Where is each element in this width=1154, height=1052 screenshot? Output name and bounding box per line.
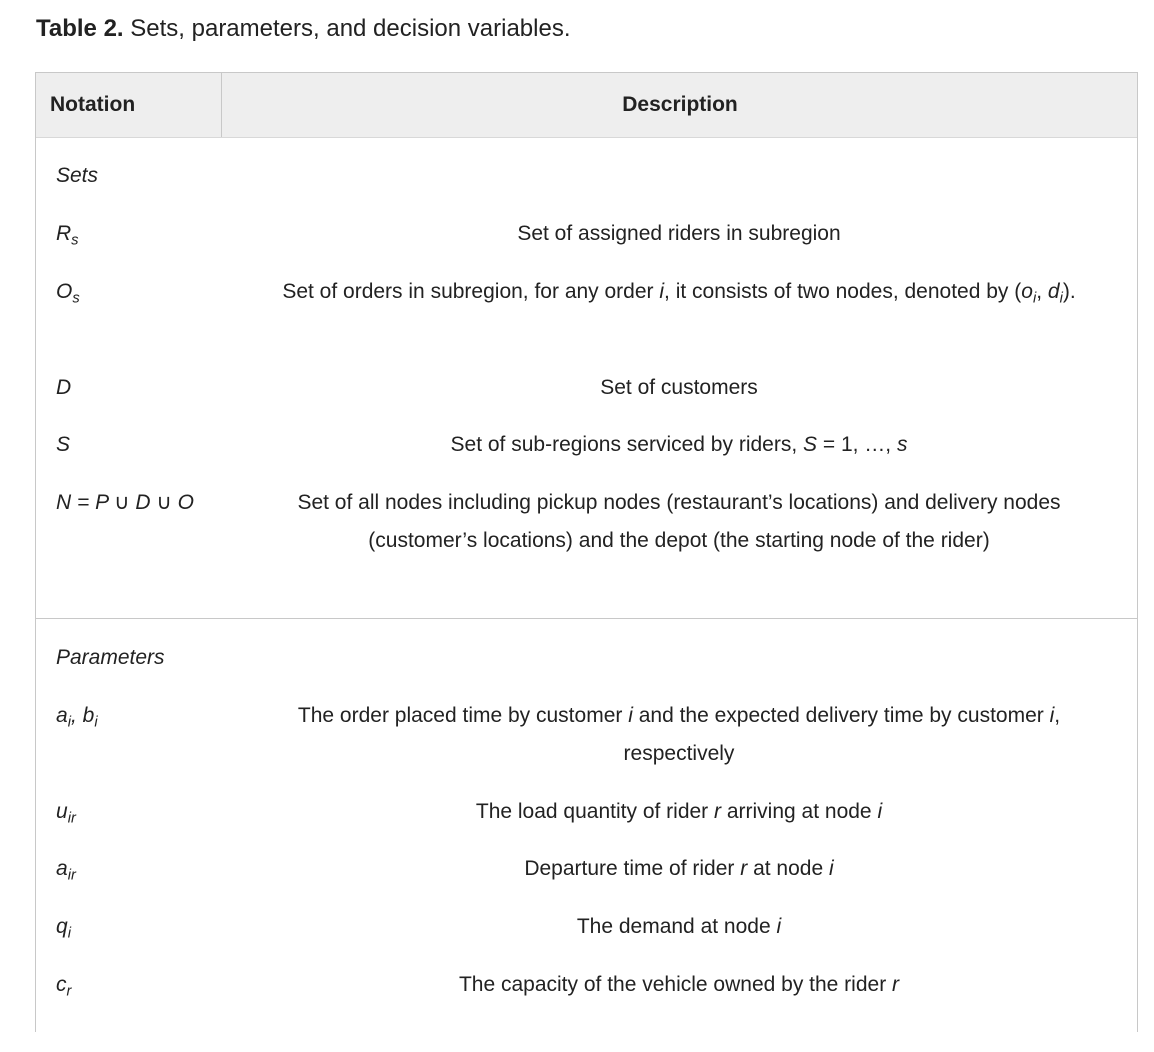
table-caption <box>36 12 571 46</box>
notation-cell: $c_r$ <box>56 973 72 1000</box>
description-cell: Set of all nodes including pickup nodes (restaurant’s locations) and delivery nodes (customer’s locations) and the depot (the starting node of the rider) <box>297 491 1061 552</box>
description-cell: Set of sub-regions serviced by riders, S = 1, …, s <box>450 433 908 456</box>
table-header <box>36 73 1137 138</box>
description-cell: The capacity of the vehicle owned by the rider r <box>458 973 900 996</box>
notation-cell: $q_i$ <box>56 915 71 942</box>
notation-table <box>35 72 1138 1032</box>
header-notation: Notation <box>36 73 222 137</box>
notation-cell: $a_{ir}$ <box>56 857 76 884</box>
table-caption-label: Table 2. <box>36 15 124 42</box>
description-cell: Set of assigned riders in subregion <box>517 222 841 245</box>
notation-cell: $a_i$, $b_i$ <box>56 704 98 731</box>
notation-cell: $O_s$ <box>56 280 80 307</box>
description-cell: Set of orders in subregion, for any order i, it consists of two nodes, denoted by ($o_i$, $d_i$). <box>282 280 1076 307</box>
notation-cell: D <box>56 376 72 399</box>
description-cell: Set of customers <box>600 376 758 399</box>
section-divider <box>36 618 1137 619</box>
description-cell: The order placed time by customer i and the expected delivery time by customer i, respectively <box>297 704 1061 765</box>
description-cell: The load quantity of rider r arriving at node i <box>475 800 883 823</box>
table-caption-text: Sets, parameters, and decision variables. <box>123 15 571 42</box>
notation-cell: N = P ∪ D ∪ O <box>56 491 194 514</box>
notation-cell: $u_{ir}$ <box>56 800 76 827</box>
section-title-parameters: Parameters <box>56 646 165 669</box>
description-cell: Departure time of rider r at node i <box>524 857 834 880</box>
notation-cell: S <box>56 433 71 456</box>
header-description: Description <box>622 93 738 116</box>
notation-cell: $R_s$ <box>56 222 79 249</box>
description-cell: The demand at node i <box>576 915 782 938</box>
section-title-sets: Sets <box>56 164 99 187</box>
